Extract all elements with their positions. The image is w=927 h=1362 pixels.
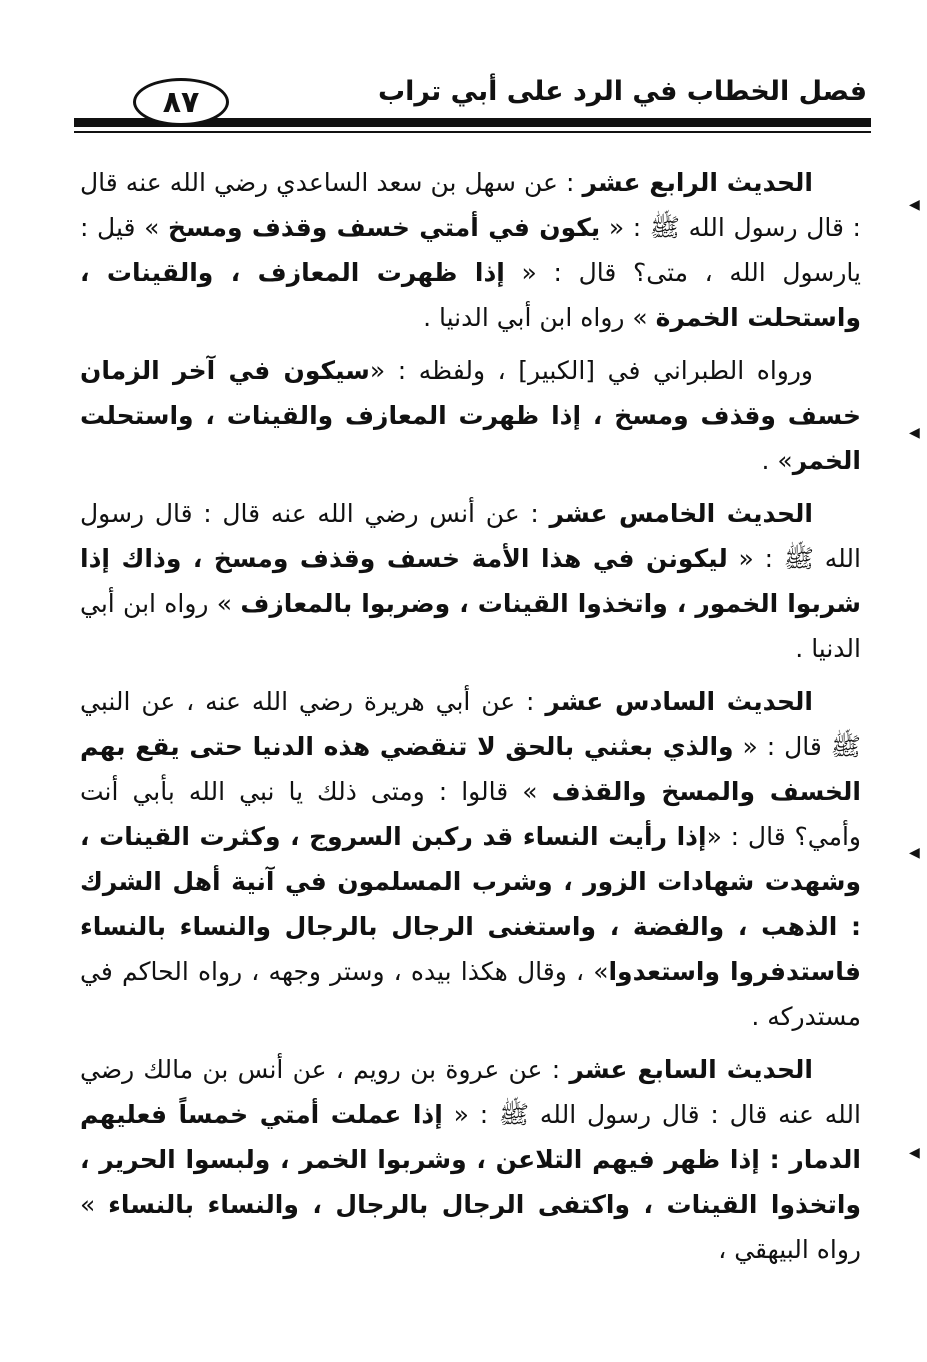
margin-mark-icon: ◀: [909, 845, 920, 861]
hadith-text: : عن أبي هريرة رضي الله عنه ، عن النبي ﷺ قال : «: [80, 687, 862, 761]
hadith-heading: الحديث السادس عشر: [545, 687, 813, 716]
hadith-text-bold: والذي بعثني بالحق لا تنقضي هذه الدنيا حتى يقع بهم الخسف والمسخ والقذف: [80, 732, 861, 806]
hadith-heading: الحديث السابع عشر: [569, 1055, 813, 1084]
page-body: [80, 160, 861, 1280]
hadith-text-bold: إذا ظهرت المعازف ، والقينات ، واستحلت الخمرة: [80, 258, 861, 332]
hadith-text-bold: سيكون في آخر الزمان خسف وقذف ومسخ ، إذا ظهرت المعازف والقينات ، واستحلت الخمر: [80, 356, 861, 475]
hadith-text-bold: إذا رأيت النساء قد ركبن السروج ، وكثرت القينات ، وشهدت شهادات الزور ، وشرب المسلمون في آنية أهل الشرك : الذهب ، والفضة ، واستغنى الرجال بالرجال والنساء بالنساء فاستدفروا واستعدوا: [80, 822, 861, 986]
hadith-paragraph: [80, 1047, 861, 1272]
hadith-text: ورواه الطبراني في [الكبير] ، ولفظه : «: [369, 356, 813, 385]
hadith-text: : عن سهل بن سعد الساعدي رضي الله عنه قال : قال رسول الله ﷺ : «: [80, 168, 861, 242]
hadith-text-bold: ليكونن في هذا الأمة خسف وقذف ومسخ ، وذاك إذا شربوا الخمور ، واتخذوا القينات ، وضربوا بالمعازف: [80, 544, 862, 618]
hadith-text-bold: إذا عملت أمتي خمساً فعليهم الدمار : إذا ظهر فيهم التلاعن ، وشربوا الخمر ، ولبسوا الحرير ، واتخذوا القينات ، واكتفى الرجال بالرجال ، والنساء بالنساء: [80, 1100, 861, 1219]
margin-mark-icon: ◀: [909, 197, 920, 213]
hadith-text: : عن عروة بن رويم ، عن أنس بن مالك رضي الله عنه قال : قال رسول الله ﷺ : «: [80, 1055, 861, 1129]
hadith-text: » رواه البيهقي ،: [80, 1190, 861, 1264]
hadith-paragraph: [80, 160, 861, 340]
hadith-heading: الحديث الرابع عشر: [582, 168, 813, 197]
hadith-text: » قيل : يارسول الله ، متى؟ قال : «: [80, 213, 861, 287]
hadith-text: » قالوا : ومتى ذلك يا نبي الله بأبي أنت وأمي؟ قال : «: [80, 777, 862, 851]
hadith-paragraph: [80, 491, 861, 671]
hadith-text: » ، وقال هكذا بيده ، وستر وجهه ، رواه الحاكم في مستدركه .: [80, 957, 861, 1031]
page-number: ٨٧: [133, 78, 229, 126]
hadith-paragraph: [80, 679, 861, 1039]
hadith-text: » رواه ابن أبي الدنيا .: [80, 589, 861, 663]
hadith-heading: الحديث الخامس عشر: [549, 499, 813, 528]
hadith-text: » .: [761, 446, 793, 475]
margin-mark-icon: ◀: [909, 1145, 920, 1161]
hadith-text-bold: يكون في أمتي خسف وقذف ومسخ: [168, 213, 601, 242]
hadith-text: : عن أنس رضي الله عنه قال : قال رسول الله ﷺ : «: [80, 499, 861, 573]
running-title: فصل الخطاب في الرد على أبي تراب: [377, 76, 867, 107]
header-rule-thin: [74, 131, 871, 133]
margin-mark-icon: ◀: [909, 425, 920, 441]
hadith-text: » رواه ابن أبي الدنيا .: [423, 303, 656, 332]
hadith-paragraph: [80, 348, 861, 483]
